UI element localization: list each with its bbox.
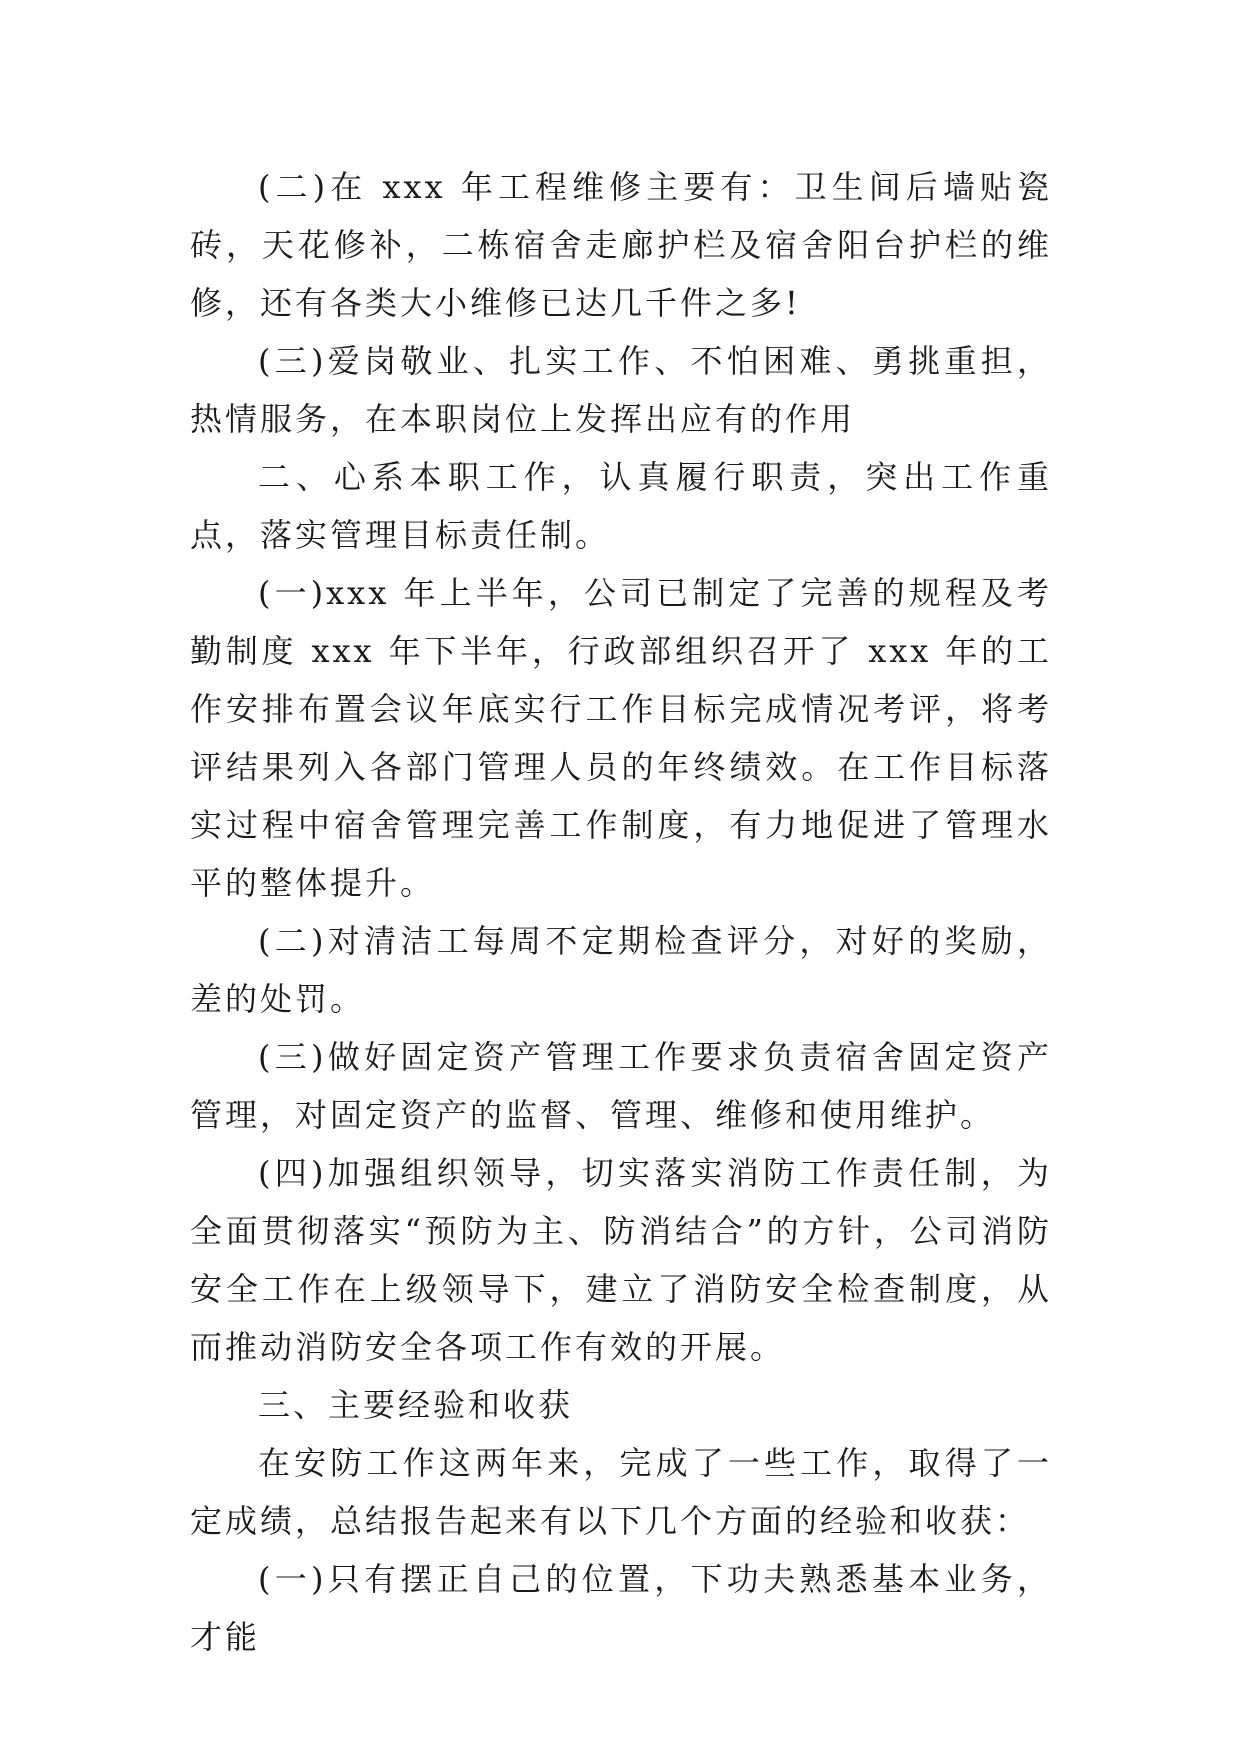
section-heading: 三、主要经验和收获 [258,1386,574,1424]
paragraph: (三)爱岗敬业、扎实工作、不怕困难、勇挑重担，热情服务，在本职岗位上发挥出应有的作用 [190,342,1052,438]
paragraph: (一)xxx 年上半年，公司已制定了完善的规程及考勤制度 xxx 年下半年，行政部组织召开了 xxx 年的工作安排布置会议年底实行工作目标完成情况考评，将考评结果列入各部门管理人员的年终绩效。在工作目标落实过程中宿舍管理完善工作制度，有力地促进了管理水平的整体提升。 [190,574,1052,902]
section-heading: 二、心系本职工作，认真履行职责，突出工作重点，落实管理目标责任制。 [190,458,1052,554]
document-body [190,158,1052,1666]
paragraph: 在安防工作这两年来，完成了一些工作，取得了一定成绩，总结报告起来有以下几个方面的经验和收获： [190,1444,1052,1540]
paragraph: (二)在 xxx 年工程维修主要有：卫生间后墙贴瓷砖，天花修补，二栋宿舍走廊护栏及宿舍阳台护栏的维修，还有各类大小维修已达几千件之多! [190,168,1052,322]
paragraph: (二)对清洁工每周不定期检查评分，对好的奖励，差的处罚。 [190,922,1052,1018]
paragraph: (三)做好固定资产管理工作要求负责宿舍固定资产管理，对固定资产的监督、管理、维修和使用维护。 [190,1038,1052,1134]
paragraph: (四)加强组织领导，切实落实消防工作责任制，为全面贯彻落实“预防为主、防消结合”的方针，公司消防安全工作在上级领导下，建立了消防安全检查制度，从而推动消防安全各项工作有效的开展。 [190,1154,1052,1366]
paragraph: (一)只有摆正自己的位置，下功夫熟悉基本业务，才能 [190,1560,1052,1656]
